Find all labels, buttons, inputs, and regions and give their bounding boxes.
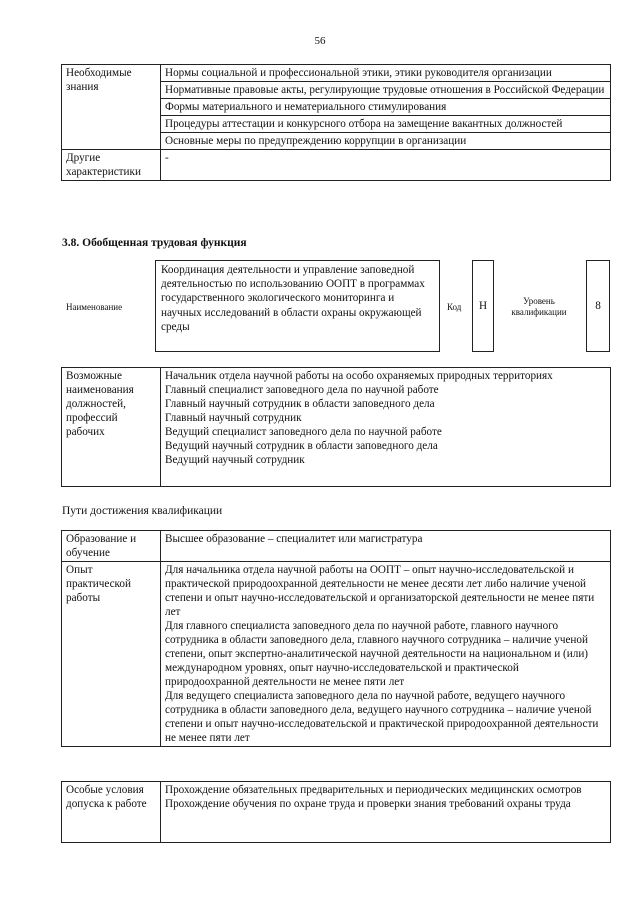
special-conditions-list xyxy=(161,782,611,843)
positions-table xyxy=(61,367,611,487)
qualification-level-label: Уровень квалификации xyxy=(511,296,567,317)
function-name-box xyxy=(155,260,440,352)
knowledge-label: Необходимые знания xyxy=(62,65,161,150)
position-item: Ведущий специалист заповедного дела по научной работе xyxy=(165,426,442,438)
code-box xyxy=(472,260,494,352)
position-item: Главный научный сотрудник в области заповедного дела xyxy=(165,398,435,410)
other-characteristics-label: Другие характеристики xyxy=(62,150,161,181)
knowledge-item: Процедуры аттестации и конкурсного отбора на замещение вакантных должностей xyxy=(161,116,611,133)
position-item: Ведущий научный сотрудник в области заповедного дела xyxy=(165,440,438,452)
function-name-label: Наименование xyxy=(66,302,123,312)
experience-label: Опыт практической работы xyxy=(62,562,161,747)
qualification-level-value: 8 xyxy=(595,300,601,312)
education-value: Высшее образование – специалитет или магистратура xyxy=(161,531,611,562)
paths-heading: Пути достижения квалификации xyxy=(62,505,223,517)
knowledge-item: Нормативные правовые акты, регулирующие трудовые отношения в Российской Федерации xyxy=(161,82,611,99)
qualification-table xyxy=(61,530,611,747)
positions-label: Возможные наименования должностей, профессий рабочих xyxy=(62,368,161,487)
position-item: Начальник отдела научной работы на особо охраняемых природных территориях xyxy=(165,370,553,382)
position-item: Главный специалист заповедного дела по научной работе xyxy=(165,384,439,396)
position-item: Ведущий научный сотрудник xyxy=(165,454,305,466)
knowledge-item: Нормы социальной и профессиональной этики, этики руководителя организации xyxy=(161,65,611,82)
knowledge-item: Основные меры по предупреждению коррупции в организации xyxy=(161,133,611,150)
special-condition-item: Прохождение обучения по охране труда и проверки знания требований охраны труда xyxy=(165,798,571,810)
experience-item: Для ведущего специалиста заповедного дела по научной работе, ведущего научного сотрудника в области заповедного дела, ведущего научного сотрудника – наличие ученой степени и опыт научно-исследовательской и практической природоохранной деятельности не менее пяти лет xyxy=(165,690,599,744)
experience-item: Для главного специалиста заповедного дела по научной работе, главного научного сотрудника в области заповедного дела, главного научного сотрудника – наличие ученой степени, опыт экспертно-аналитической научной деятельности на национальном и (или) международном уровнях, опыт научно-исследовательской и практической природоохранной деятельности не менее пяти лет xyxy=(165,620,589,688)
code-value: H xyxy=(478,300,488,312)
qualification-level-box xyxy=(586,260,610,352)
page-number: 56 xyxy=(314,35,326,47)
code-label: Код xyxy=(447,302,462,312)
section-heading: 3.8. Обобщенная трудовая функция xyxy=(62,237,247,249)
other-characteristics-value: - xyxy=(161,150,611,181)
special-conditions-table xyxy=(61,781,611,843)
education-label: Образование и обучение xyxy=(62,531,161,562)
special-condition-item: Прохождение обязательных предварительных и периодических медицинских осмотров xyxy=(165,784,582,796)
knowledge-item: Формы материального и нематериального стимулирования xyxy=(161,99,611,116)
experience-item: Для начальника отдела научной работы на ООПТ – опыт научно-исследовательской и практической природоохранной деятельности не менее десяти лет либо наличие ученой степени и опыт научно-исследовательской и организаторской деятельности не менее пяти лет xyxy=(165,564,595,618)
experience-list xyxy=(161,562,611,747)
special-conditions-label: Особые условия допуска к работе xyxy=(62,782,161,843)
function-name: Координация деятельности и управление заповедной деятельностью по использованию ООПТ в программах государственного экологического мониторинга и научных исследований в области охраны окружающей среды xyxy=(161,264,425,333)
position-item: Главный научный сотрудник xyxy=(165,412,302,424)
positions-list xyxy=(161,368,611,487)
knowledge-table xyxy=(61,64,611,181)
